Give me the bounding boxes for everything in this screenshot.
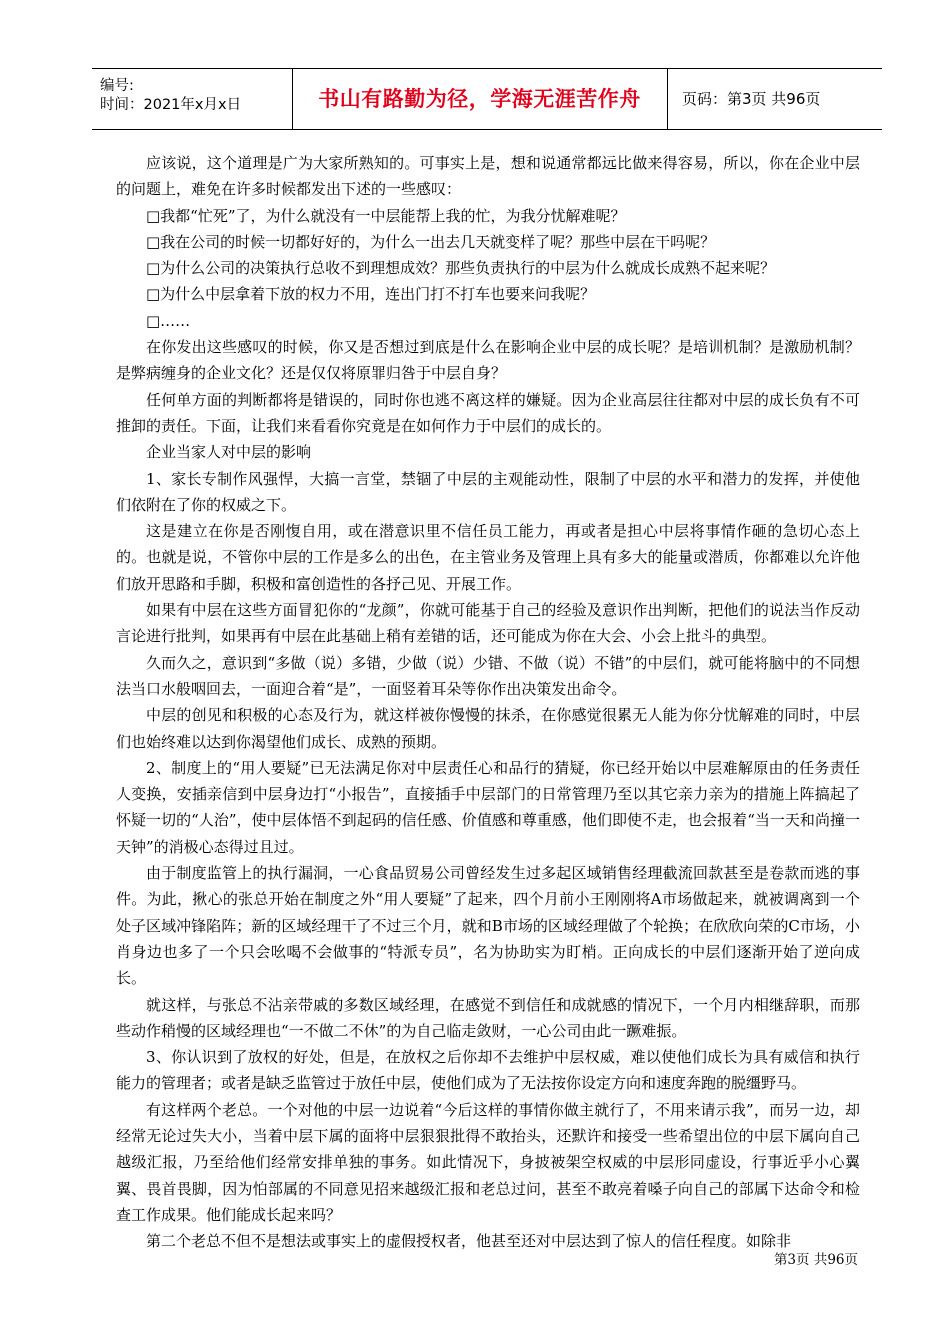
paragraph: 第二个老总不但不是想法或事实上的虚假授权者，他甚至还对中层达到了惊人的信任程度。如除非 xyxy=(146,1232,792,1251)
paragraph: □为什么中层拿着下放的权力不用，连出门打不打车也要来问我呢？ xyxy=(146,285,596,304)
header-motto: 书山有路勤为径，学海无涯苦作舟 xyxy=(318,87,641,111)
page-header xyxy=(92,68,882,130)
paragraph: □我在公司的时候一切都好好的，为什么一出去几天就变样了呢？那些中层在干吗呢？ xyxy=(146,232,716,251)
paragraph: 1、家长专制作风强悍，大搞一言堂，禁锢了中层的主观能动性，限制了中层的水平和潜力的发挥，并使他们依附在了你的权威之下。 xyxy=(116,469,860,514)
paragraph: 2、制度上的“用人要疑”已无法满足你对中层责任心和品行的猜疑，你已经开始以中层难解原由的任务责任人变换，安插亲信到中层身边打“小报告”，直接插手中层部门的日常管理乃至以其它亲力亲为的措施上阵搞起了怀疑一切的“人治”，使中层体悟不到起码的信任感、价值感和尊重感，他们即使不走，也会报着“当一天和尚撞一天钟”的消极心态得过且过。 xyxy=(116,758,860,856)
paragraph: 任何单方面的判断都将是错误的，同时你也逃不离这样的嫌疑。因为企业高层往往都对中层的成长负有不可推卸的责任。下面，让我们来看看你究竟是在如何作力于中层们的成长的。 xyxy=(116,390,860,435)
paragraph: 3、你认识到了放权的好处，但是，在放权之后你却不去维护中层权威，难以使他们成长为具有威信和执行能力的管理者；或者是缺乏监管过于放任中层，使他们成为了无法按你设定方向和速度奔跑的脱缰野马。 xyxy=(116,1048,860,1093)
paragraph: 由于制度监管上的执行漏洞，一心食品贸易公司曾经发生过多起区域销售经理截流回款甚至是卷款而逃的事件。为此，揪心的张总开始在制度之外“用人要疑”了起来，四个月前小王刚刚将A市场做起来，就被调离到一个处子区域冲锋陷阵；新的区域经理干了不过三个月，就和B市场的区域经理做了个轮换；在欣欣向荣的C市场，小肖身边也多了一个只会吆喝不会做事的“特派专员”，名为协助实为盯梢。正向成长的中层们逐渐开始了逆向成长。 xyxy=(116,864,860,988)
header-page-info: 页码：第3页 共96页 xyxy=(682,90,821,108)
header-meta xyxy=(100,69,290,129)
paragraph: 中层的创见和积极的心态及行为，就这样被你慢慢的抹杀，在你感觉很累无人能为你分忧解难的同时，中层们也始终难以达到你渴望他们成长、成熟的预期。 xyxy=(116,706,860,751)
page-footer: 第3页 共96页 xyxy=(773,1252,858,1268)
paragraph: 应该说，这个道理是广为大家所熟知的。可事实上是，想和说通常都远比做来得容易，所以，你在企业中层的问题上，难免在许多时候都发出下述的一些感叹： xyxy=(116,154,860,199)
code-label: 编号: xyxy=(100,78,134,94)
paragraph: 这是建立在你是否刚愎自用，或在潜意识里不信任员工能力，再或者是担心中层将事情作砸的急切心态上的。也就是说，不管你中层的工作是多么的出色，在主管业务及管理上具有多大的能量或潜质，你都难以允许他们放开思路和手脚，积极和富创造性的各抒己见、开展工作。 xyxy=(116,522,860,593)
paragraph: □我都“忙死”了，为什么就没有一中层能帮上我的忙，为我分忧解难呢？ xyxy=(146,206,626,225)
paragraph: 有这样两个老总。一个对他的中层一边说着“今后这样的事情你做主就行了，不用来请示我”，而另一边，却经常无论过失大小，当着中层下属的面将中层狠狠批得不敢抬头，还默许和接受一些希望出位的中层下属向自己越级汇报，乃至给他们经常安排单独的事务。如此情况下，身披被架空权威的中层形同虚设，行事近乎小心翼翼、畏首畏脚，因为怕部属的不同意见招来越级汇报和老总过问，甚至不敢亮着嗓子向自己的部属下达命令和检查工作成果。他们能成长起来吗？ xyxy=(116,1100,860,1224)
paragraph: 在你发出这些感叹的时候，你又是否想过到底是什么在影响企业中层的成长呢？是培训机制？是激励机制？是弊病缠身的企业文化？还是仅仅将原罪归咎于中层自身？ xyxy=(116,338,860,383)
document-body xyxy=(116,150,860,1254)
header-divider xyxy=(667,69,668,129)
paragraph: 久而久之，意识到“多做（说）多错，少做（说）少错、不做（说）不错”的中层们，就可能将脑中的不同想法当口水般咽回去，一面迎合着“是”，一面竖着耳朵等你作出决策发出命令。 xyxy=(116,653,860,698)
paragraph: 就这样，与张总不沾亲带戚的多数区域经理，在感觉不到信任和成就感的情况下，一个月内相继辞职，而那些动作稍慢的区域经理也“一不做二不休”的为自己临走敛财，一心公司由此一蹶难振。 xyxy=(116,995,860,1040)
section-heading: 企业当家人对中层的影响 xyxy=(146,443,312,462)
paragraph: □为什么公司的决策执行总收不到理想成效？那些负责执行的中层为什么就成长成熟不起来呢？ xyxy=(146,259,776,278)
time-label: 时间：2021年x月x日 xyxy=(100,97,242,113)
paragraph: 如果有中层在这些方面冒犯你的“龙颜”，你就可能基于自己的经验及意识作出判断，把他们的说法当作反动言论进行批判，如果再有中层在此基础上稍有差错的话，还可能成为你在大会、小会上批斗的典型。 xyxy=(116,601,860,646)
paragraph: □…… xyxy=(146,311,191,330)
